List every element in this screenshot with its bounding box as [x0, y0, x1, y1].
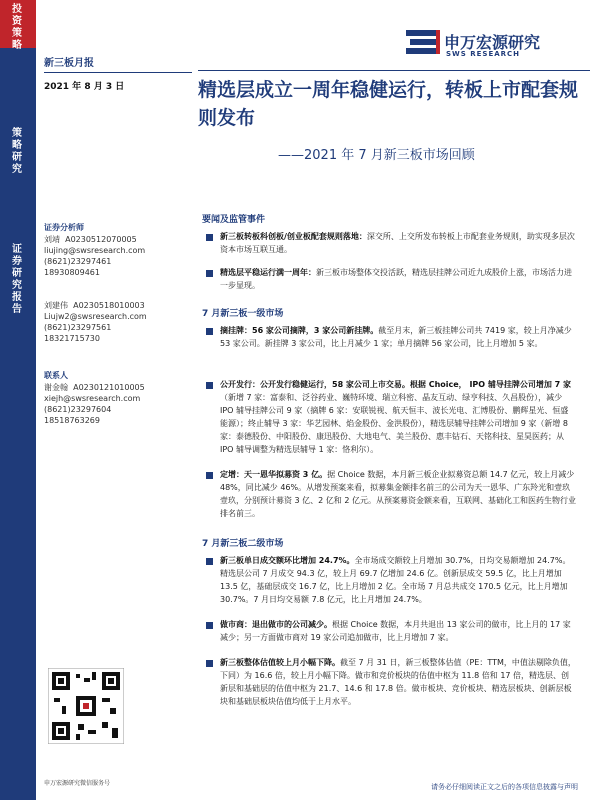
- section-item: 精选层平稳运行满一周年：新三板市场整体交投活跃，精选层挂牌公司近九成股价上涨，市场活力进一步显现。: [220, 268, 572, 290]
- analyst-mobile: 18321715730: [44, 334, 100, 343]
- analysts-heading: 证券分析师: [44, 223, 84, 232]
- section-heading: 7 月新三板二级市场: [202, 539, 284, 549]
- contact-tel: (8621)23297604: [44, 405, 112, 414]
- bullet-icon: [206, 270, 213, 277]
- bullet-icon: [206, 472, 213, 479]
- report-type: 新三板月报: [44, 58, 94, 69]
- section-item: 新三板整体估值较上月小幅下降。截至 7 月 31 日，新三板整体估值（PE：TTM，中值法剔除负值，下同）为 16.6 倍，较上月小幅下降。做市和竞价板块的估值中枢为 11.8 倍和 17 倍，精选层、创新层和基础层的估值中枢为 21.7、14.6 和 17.8 倍。做市板块、竞价板块、精选层板块、创新层板块和基础层板块估值均低于上月水平。: [220, 658, 576, 706]
- sidebar-label-report: 证券研究报告: [12, 244, 22, 315]
- header-divider: [198, 70, 590, 71]
- section-heading: 7 月新三板一级市场: [202, 309, 284, 319]
- contact-heading: 联系人: [44, 371, 68, 380]
- disclaimer-footer: 请务必仔细阅读正文之后的各项信息披露与声明: [431, 783, 578, 791]
- analyst-tel: (8621)23297461: [44, 257, 112, 266]
- section-item: 公开发行：公开发行稳健运行，58 家公司上市交易。根据 Choice， IPO 辅导挂牌公司增加 7 家（新增 7 家：富泰和、泛谷药业、巍特环境、瑞立科密、晶友互动、绿亨科技、久昌股份），减少 IPO 辅导挂牌公司 9 家（摘牌 6 家：安联锐视、航天恒丰、波长光电、汇博股份、鹏辉星光、恒盛能源）；终止辅导 3 家：华艺园林、焰金股份、金洪股份），精选层辅导挂牌公司增加 9 家（新增 8 家：泰德股份、中阳股份、康迅股份、大地电气、美兰股份、惠丰钻石、天铭科技、星昊医药；从 IPO 辅导调整为精选层辅导 1 家：恪利尔）。: [220, 380, 572, 454]
- analyst-name-cert: 刘靖 A0230512070005: [44, 235, 137, 244]
- report-type-divider: [44, 72, 192, 73]
- contact-email[interactable]: xiejh@swsresearch.com: [44, 394, 141, 403]
- contact-name-cert: 谢金翰 A0230121010005: [44, 383, 145, 392]
- analyst-email[interactable]: Liujw2@swsresearch.com: [44, 312, 147, 321]
- section-item: 新三板单日成交额环比增加 24.7%。全市场成交额较上月增加 30.7%，日均交易额增加 24.7%。精选层公司 7 月成交 94.3 亿，较上月 69.7 亿增加 24.6 亿。创新层成交 59.5 亿，比上月增加 13.5 亿，基础层成交 16.7 亿，比上月增加 2 亿。全市场 7 月总共成交 170.5 亿元，比上月增加 30.7%。7 月日均交易额 7.8 亿元，比上月增加 24.7%。: [220, 556, 571, 604]
- analyst-name-cert: 刘建伟 A0230518010003: [44, 301, 145, 310]
- section-item: 定增：天一恩华拟募资 3 亿。据 Choice 数据，本月新三板企业拟募资总额 14.7 亿元，较上月减少 48%，同比减少 46%。从增发预案来看，拟募集金额排名前三的公司为天一恩华、广东羚光和壹玖壹玖，分别预计募资 3 亿、2 亿和 2 亿元。从预案募资金额来看，互联网、基础化工和医药生物行业排名前三。: [220, 470, 576, 518]
- logo-text-cn: 申万宏源研究: [444, 33, 541, 52]
- bullet-icon: [206, 382, 213, 389]
- left-sidebar: [0, 0, 36, 800]
- analyst-mobile: 18930809461: [44, 268, 100, 277]
- bullet-icon: [206, 328, 213, 335]
- section-heading: 要闻及监管事件: [202, 215, 266, 225]
- bullet-icon: [206, 660, 213, 667]
- sws-logo-icon: [406, 28, 440, 56]
- bullet-icon: [206, 558, 213, 565]
- contact-mobile: 18518763269: [44, 416, 100, 425]
- sidebar-label-strategy: 策略研究: [12, 128, 22, 175]
- wechat-caption: 申万宏源研究微信服务号: [44, 780, 111, 787]
- bullet-icon: [206, 622, 213, 629]
- analyst-tel: (8621)23297561: [44, 323, 112, 332]
- report-date: 2021 年 8 月 3 日: [44, 82, 125, 92]
- section-item: 摘挂牌：56 家公司摘牌，3 家公司新挂牌。截至月末，新三板挂牌公司共 7419 家，较上月净减少 53 家公司。新挂牌 3 家公司，比上月减少 1 家；单月摘牌 56 家公司，比上月增加 5 家。: [220, 326, 572, 348]
- page-subtitle: ——2021 年 7 月新三板市场回顾: [278, 148, 475, 163]
- logo-text-en: SWS RESEARCH: [446, 50, 521, 58]
- section-item: 做市商：退出做市的公司减少。根据 Choice 数据，本月共退出 13 家公司的做市，比上月的 17 家减少；另一方面做市商对 19 家公司追加做市，比上月增加 7 家。: [220, 620, 571, 642]
- page-title: 精选层成立一周年稳健运行，转板上市配套规则发布: [198, 79, 579, 129]
- analyst-email[interactable]: liujing@swsresearch.com: [44, 246, 146, 255]
- sidebar-tag: 投资策略: [12, 4, 22, 51]
- section-item: 新三板转板科创板/创业板配套规则落地：深交所、上交所发布转板上市配套业务规则，助实现多层次资本市场互联互通。: [220, 232, 575, 254]
- qr-code: [48, 668, 124, 744]
- bullet-icon: [206, 234, 213, 241]
